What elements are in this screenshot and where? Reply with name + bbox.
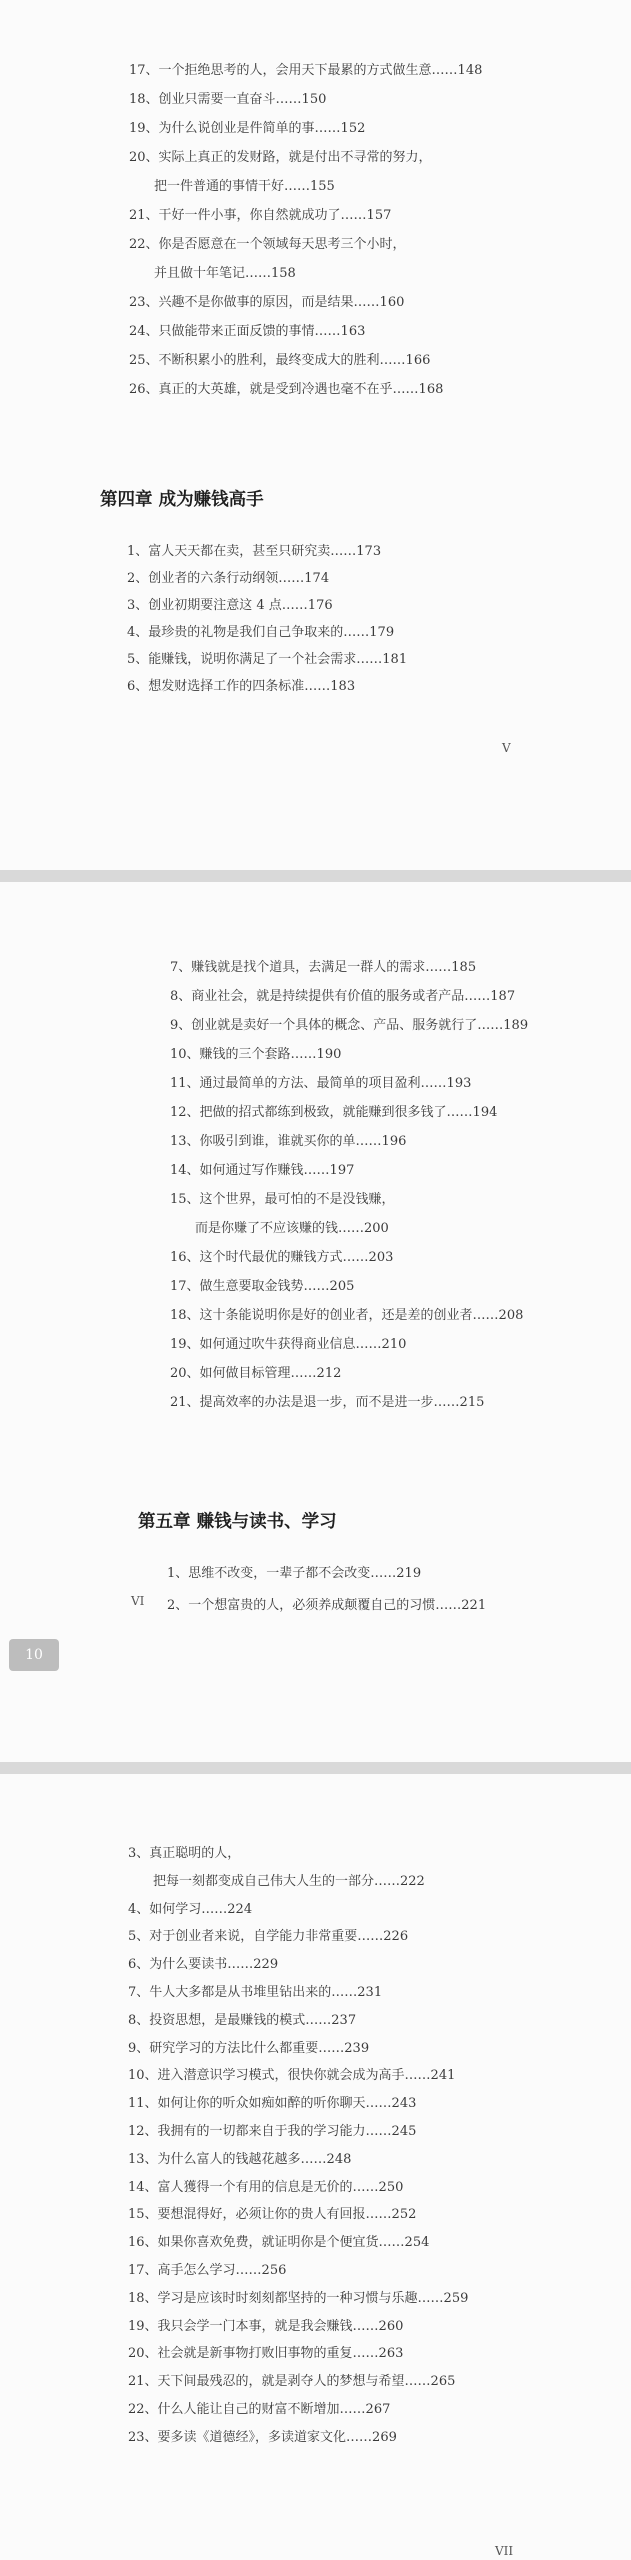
toc-entry[interactable] bbox=[127, 538, 407, 565]
toc-entry-text: 11、通过最简单的方法、最简单的项目盈利……193 bbox=[170, 1076, 472, 1091]
toc-entry-text: 4、最珍贵的礼物是我们自己争取来的……179 bbox=[127, 625, 395, 640]
toc-entry-text: 23、兴趣不是你做事的原因，而是结果……160 bbox=[129, 295, 405, 310]
toc-entry-text: 10、进入潜意识学习模式，很快你就会成为高手……241 bbox=[128, 2068, 456, 2084]
page-number: VI bbox=[131, 1594, 145, 1608]
toc-entry-text: 14、如何通过写作赚钱……197 bbox=[170, 1163, 355, 1178]
toc-entry-text: 23、要多读《道德经》，多读道家文化……269 bbox=[128, 2429, 397, 2445]
toc-entry-text: 22、什么人能让自己的财富不断增加……267 bbox=[128, 2401, 391, 2417]
toc-entry[interactable] bbox=[170, 953, 528, 982]
toc-entry-text: 21、天下间最残忍的，就是剥夺人的梦想与希望……265 bbox=[128, 2374, 456, 2390]
toc-entry[interactable] bbox=[170, 1040, 528, 1069]
toc-entry[interactable] bbox=[127, 592, 407, 619]
toc-entry[interactable] bbox=[128, 2090, 468, 2118]
toc-entry[interactable] bbox=[170, 1011, 528, 1040]
toc-entry-text: 19、如何通过吹牛获得商业信息……210 bbox=[170, 1337, 407, 1352]
toc-entry-text: 13、为什么富人的钱越花越多……248 bbox=[128, 2151, 352, 2167]
toc-list bbox=[127, 538, 407, 700]
toc-entry[interactable] bbox=[127, 619, 407, 646]
toc-entry[interactable] bbox=[128, 2396, 468, 2424]
toc-entry-text: 1、思维不改变，一辈子都不会改变……219 bbox=[167, 1566, 422, 1581]
toc-entry[interactable] bbox=[170, 1243, 528, 1272]
toc-list bbox=[129, 56, 482, 404]
toc-entry[interactable] bbox=[128, 1979, 468, 2007]
toc-entry-text: 17、做生意要取金钱势……205 bbox=[170, 1279, 355, 1294]
toc-entry[interactable] bbox=[170, 1272, 528, 1301]
page-3 bbox=[0, 1774, 631, 2560]
toc-entry[interactable] bbox=[170, 1301, 528, 1330]
toc-entry[interactable] bbox=[129, 114, 482, 143]
toc-entry[interactable] bbox=[129, 143, 482, 201]
toc-entry[interactable] bbox=[167, 1558, 486, 1590]
toc-list bbox=[167, 1558, 486, 1622]
toc-entry-continuation: 把每一刻都变成自己伟大人生的一部分……222 bbox=[153, 1873, 425, 1889]
toc-entry-text: 19、我只会学一门本事，就是我会赚钱……260 bbox=[128, 2318, 404, 2334]
toc-entry-text: 26、真正的大英雄，就是受到冷遇也毫不在乎……168 bbox=[129, 382, 444, 397]
toc-entry-text: 9、创业就是卖好一个具体的概念、产品、服务就行了……189 bbox=[170, 1018, 529, 1033]
toc-entry-text: 7、赚钱就是找个道具，去满足一群人的需求……185 bbox=[170, 960, 477, 975]
toc-entry-text: 18、学习是应该时时刻刻都坚持的一种习惯与乐趣……259 bbox=[128, 2290, 469, 2306]
toc-entry[interactable] bbox=[128, 2340, 468, 2368]
toc-entry[interactable] bbox=[128, 1951, 468, 1979]
toc-entry[interactable] bbox=[129, 56, 482, 85]
toc-entry[interactable] bbox=[127, 565, 407, 592]
toc-entry[interactable] bbox=[129, 346, 482, 375]
toc-entry-text: 16、如果你喜欢免费，就证明你是个便宜货……254 bbox=[128, 2235, 430, 2251]
page-2 bbox=[0, 882, 631, 1762]
toc-entry-text: 8、投资思想，是最赚钱的模式……237 bbox=[128, 2012, 357, 2028]
toc-entry[interactable] bbox=[128, 1923, 468, 1951]
toc-entry[interactable] bbox=[128, 2007, 468, 2035]
toc-entry-text: 2、创业者的六条行动纲领……174 bbox=[127, 571, 330, 586]
page-index-tab[interactable]: 10 bbox=[9, 1639, 59, 1671]
toc-entry[interactable] bbox=[128, 2424, 468, 2452]
toc-entry-text: 22、你是否愿意在一个领域每天思考三个小时， bbox=[129, 237, 406, 252]
toc-entry[interactable] bbox=[170, 1098, 528, 1127]
toc-entry[interactable] bbox=[129, 317, 482, 346]
toc-entry-text: 14、富人獲得一个有用的信息是无价的……250 bbox=[128, 2179, 404, 2195]
page-1 bbox=[0, 0, 631, 870]
toc-entry-text: 6、为什么要读书……229 bbox=[128, 1957, 279, 1973]
toc-entry-text: 16、这个时代最优的赚钱方式……203 bbox=[170, 1250, 394, 1265]
toc-entry[interactable] bbox=[170, 1185, 528, 1243]
toc-entry[interactable] bbox=[128, 2285, 468, 2313]
toc-entry[interactable] bbox=[128, 1896, 468, 1924]
toc-entry[interactable] bbox=[129, 230, 482, 288]
toc-entry-text: 20、实际上真正的发财路，就是付出不寻常的努力， bbox=[129, 150, 432, 165]
toc-entry[interactable] bbox=[170, 1127, 528, 1156]
toc-entry[interactable] bbox=[170, 1156, 528, 1185]
toc-entry-text: 15、这个世界，最可怕的不是没钱赚， bbox=[170, 1192, 395, 1207]
toc-entry[interactable] bbox=[128, 2146, 468, 2174]
toc-entry[interactable] bbox=[127, 673, 407, 700]
toc-list bbox=[170, 953, 528, 1417]
toc-entry[interactable] bbox=[128, 2313, 468, 2341]
toc-entry[interactable] bbox=[170, 982, 528, 1011]
toc-entry[interactable] bbox=[170, 1359, 528, 1388]
toc-entry-text: 13、你吸引到谁，谁就买你的单……196 bbox=[170, 1134, 407, 1149]
toc-entry-text: 11、如何让你的听众如痴如醉的听你聊天……243 bbox=[128, 2096, 417, 2112]
toc-entry-text: 8、商业社会，就是持续提供有价值的服务或者产品……187 bbox=[170, 989, 516, 1004]
toc-entry-text: 12、我拥有的一切都来自于我的学习能力……245 bbox=[128, 2123, 417, 2139]
toc-entry[interactable] bbox=[128, 2174, 468, 2202]
page-number: VII bbox=[495, 2544, 514, 2558]
toc-entry[interactable] bbox=[128, 2368, 468, 2396]
toc-entry[interactable] bbox=[129, 85, 482, 114]
toc-entry-text: 19、为什么说创业是件简单的事……152 bbox=[129, 121, 366, 136]
toc-entry-text: 12、把做的招式都练到极致，就能赚到很多钱了……194 bbox=[170, 1105, 498, 1120]
toc-entry[interactable] bbox=[128, 2118, 468, 2146]
toc-entry-text: 20、如何做目标管理……212 bbox=[170, 1366, 342, 1381]
toc-entry-text: 18、这十条能说明你是好的创业者，还是差的创业者……208 bbox=[170, 1308, 524, 1323]
chapter-heading: 第五章 赚钱与读书、学习 bbox=[138, 1512, 337, 1532]
toc-entry-text: 3、创业初期要注意这 4 点……176 bbox=[127, 598, 333, 613]
toc-entry-text: 21、干好一件小事，你自然就成功了……157 bbox=[129, 208, 392, 223]
toc-entry-text: 1、富人天天都在卖，甚至只研究卖……173 bbox=[127, 544, 382, 559]
toc-entry-text: 18、创业只需要一直奋斗……150 bbox=[129, 92, 327, 107]
toc-entry[interactable] bbox=[128, 2062, 468, 2090]
toc-entry[interactable] bbox=[170, 1330, 528, 1359]
toc-entry-text: 10、赚钱的三个套路……190 bbox=[170, 1047, 342, 1062]
toc-entry[interactable] bbox=[129, 288, 482, 317]
toc-entry[interactable] bbox=[128, 2257, 468, 2285]
toc-entry-text: 4、如何学习……224 bbox=[128, 1901, 253, 1917]
toc-entry-text: 25、不断积累小的胜利，最终变成大的胜利……166 bbox=[129, 353, 431, 368]
toc-entry-text: 9、研究学习的方法比什么都重要……239 bbox=[128, 2040, 370, 2056]
toc-entry-text: 15、要想混得好，必须让你的贵人有回报……252 bbox=[128, 2207, 417, 2223]
toc-entry-text: 7、牛人大多都是从书堆里钻出来的……231 bbox=[128, 1984, 383, 2000]
toc-entry[interactable] bbox=[128, 2035, 468, 2063]
toc-entry-text: 24、只做能带来正面反馈的事情……163 bbox=[129, 324, 366, 339]
toc-entry-continuation: 把一件普通的事情干好……155 bbox=[154, 179, 335, 194]
toc-entry[interactable] bbox=[128, 2229, 468, 2257]
toc-entry[interactable] bbox=[127, 646, 407, 673]
toc-entry[interactable] bbox=[129, 201, 482, 230]
toc-list bbox=[128, 1840, 468, 2452]
toc-entry[interactable] bbox=[128, 1840, 468, 1896]
toc-entry[interactable] bbox=[128, 2201, 468, 2229]
toc-entry-text: 20、社会就是新事物打败旧事物的重复……263 bbox=[128, 2346, 404, 2362]
toc-entry-text: 17、一个拒绝思考的人，会用天下最累的方式做生意……148 bbox=[129, 63, 483, 78]
toc-entry[interactable] bbox=[170, 1388, 528, 1417]
chapter-heading: 第四章 成为赚钱高手 bbox=[100, 490, 264, 510]
toc-entry-text: 5、能赚钱，说明你满足了一个社会需求……181 bbox=[127, 652, 408, 667]
toc-entry[interactable] bbox=[170, 1069, 528, 1098]
toc-entry[interactable] bbox=[129, 375, 482, 404]
toc-entry-continuation: 而是你赚了不应该赚的钱……200 bbox=[195, 1221, 389, 1236]
toc-entry-text: 21、提高效率的办法是退一步，而不是进一步……215 bbox=[170, 1395, 485, 1410]
page-number: V bbox=[502, 741, 511, 755]
toc-entry-text: 2、一个想富贵的人，必须养成颠覆自己的习惯……221 bbox=[167, 1598, 487, 1613]
toc-entry-text: 5、对于创业者来说，自学能力非常重要……226 bbox=[128, 1929, 409, 1945]
toc-entry-text: 17、高手怎么学习……256 bbox=[128, 2262, 287, 2278]
toc-entry-text: 3、真正聪明的人， bbox=[128, 1846, 241, 1861]
toc-entry-continuation: 并且做十年笔记……158 bbox=[154, 266, 296, 281]
toc-entry[interactable] bbox=[167, 1590, 486, 1622]
toc-entry-text: 6、想发财选择工作的四条标准……183 bbox=[127, 679, 356, 694]
